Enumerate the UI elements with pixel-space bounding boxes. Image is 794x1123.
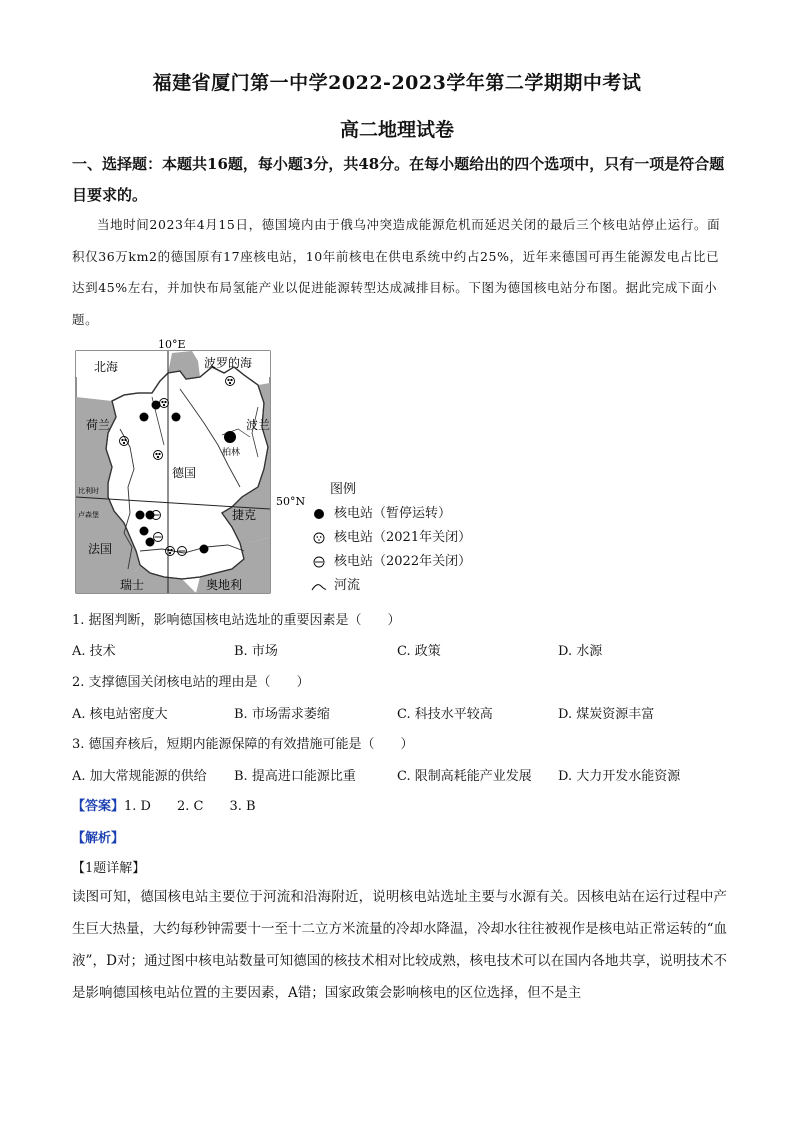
label-france: 法国 (88, 542, 113, 556)
option-b: B. 市场 (234, 644, 278, 659)
plant-paused-5 (136, 511, 145, 520)
legend-label: 核电站（暂停运转） (334, 506, 452, 521)
lined-circle-icon (310, 556, 328, 568)
exam-subtitle: 高二地理试卷 (339, 119, 454, 141)
plant-paused-3 (172, 413, 181, 422)
label-czech: 捷克 (232, 508, 257, 522)
legend-title: 图例 (330, 482, 357, 497)
exam-title: 福建省厦门第一中学2022-2023学年第二学期期中考试 (152, 72, 642, 94)
question-1-stem: 1. 据图判断，影响德国核电站选址的重要因素是（ ） (72, 613, 401, 628)
filled-dot-icon (310, 508, 328, 520)
label-luxembourg: 卢森堡 (78, 511, 99, 519)
plant-paused-8 (146, 538, 155, 547)
lon-label: 10°E (158, 338, 186, 351)
option-d: D. 水源 (558, 644, 603, 659)
option-b: B. 市场需求萎缩 (234, 707, 330, 722)
detail-tag: 【1题详解】 (72, 861, 146, 876)
label-switzerland: 瑞士 (120, 578, 145, 592)
option-a: A. 加大常规能源的供给 (72, 769, 207, 784)
question-3-stem: 3. 德国弃核后，短期内能源保障的有效措施可能是（ ） (72, 737, 414, 752)
reading-passage: 当地时间2023年4月15日，德国境内由于俄乌冲突造成能源危机而延迟关闭的最后三个核电站停止运行。面积仅36万km2的德国原有17座核电站，10年前核电在供电系统中约占25%，近年来德国可再生能源发电占比已达到45%左右，并加快布局氢能产业以促进能源转型达成减排目标。下图为德国核电站分布图。据此完成下面小题。 (72, 217, 721, 327)
question-2-stem: 2. 支撑德国关闭核电站的理由是（ ） (72, 675, 310, 690)
label-poland: 波兰 (246, 418, 271, 432)
plant-paused-1 (152, 401, 161, 410)
option-c: C. 科技水平较高 (397, 707, 493, 722)
answer-line (72, 795, 256, 814)
legend-label: 核电站（2021年关闭） (334, 530, 472, 545)
answer-tag: 【答案】 (72, 799, 125, 814)
plant-paused-2 (140, 413, 149, 422)
analysis-text: 读图可知，德国核电站主要位于河流和沿海附近，说明核电站选址主要与水源有关。因核电站在运行过程中产生巨大热量，大约每秒钟需要十一至十二立方米流量的冷却水降温，冷却水往往被视作是核电站正常运转的“血液”，D对；通过图中核电站数量可知德国的核技术相对比较成熟，核电技术可以在国内各地共享，说明技术不是影响德国核电站位置的主要因素，A错；国家政策会影响核电的区位选择，但不是主 (72, 889, 727, 1001)
option-c: C. 政策 (397, 644, 441, 659)
plant-paused-berlin (224, 431, 236, 443)
label-baltic: 波罗的海 (204, 356, 253, 370)
option-c: C. 限制高耗能产业发展 (397, 769, 532, 784)
option-b: B. 提高进口能源比重 (234, 769, 356, 784)
option-a: A. 技术 (72, 644, 116, 659)
river-icon (310, 580, 328, 592)
option-d: D. 大力开发水能资源 (558, 769, 681, 784)
option-d: D. 煤炭资源丰富 (558, 707, 655, 722)
lat-label: 50°N (276, 495, 306, 508)
plant-paused-9 (200, 545, 209, 554)
option-a: A. 核电站密度大 (72, 707, 168, 722)
label-belgium: 比利时 (78, 487, 99, 495)
legend-item-paused (310, 502, 471, 526)
label-germany: 德国 (172, 466, 197, 480)
legend-item-2021 (310, 526, 471, 550)
legend-item-2022 (310, 550, 471, 574)
answer-text: 1. D 2. C 3. B (124, 799, 256, 814)
legend-label: 核电站（2022年关闭） (334, 554, 472, 569)
dotted-circle-icon (310, 532, 328, 544)
map-legend (310, 478, 471, 598)
label-austria: 奥地利 (206, 578, 243, 592)
legend-label: 河流 (334, 578, 361, 593)
label-north-sea: 北海 (94, 360, 119, 374)
legend-item-river (310, 574, 471, 598)
section-heading: 一、选择题：本题共16题，每小题3分，共48分。在每小题给出的四个选项中，只有一项是符合题目要求的。 (72, 155, 725, 204)
analysis-tag: 【解析】 (72, 831, 125, 846)
label-netherlands: 荷兰 (86, 418, 111, 432)
plant-paused-7 (140, 527, 149, 536)
label-berlin: 柏林 (222, 448, 241, 458)
